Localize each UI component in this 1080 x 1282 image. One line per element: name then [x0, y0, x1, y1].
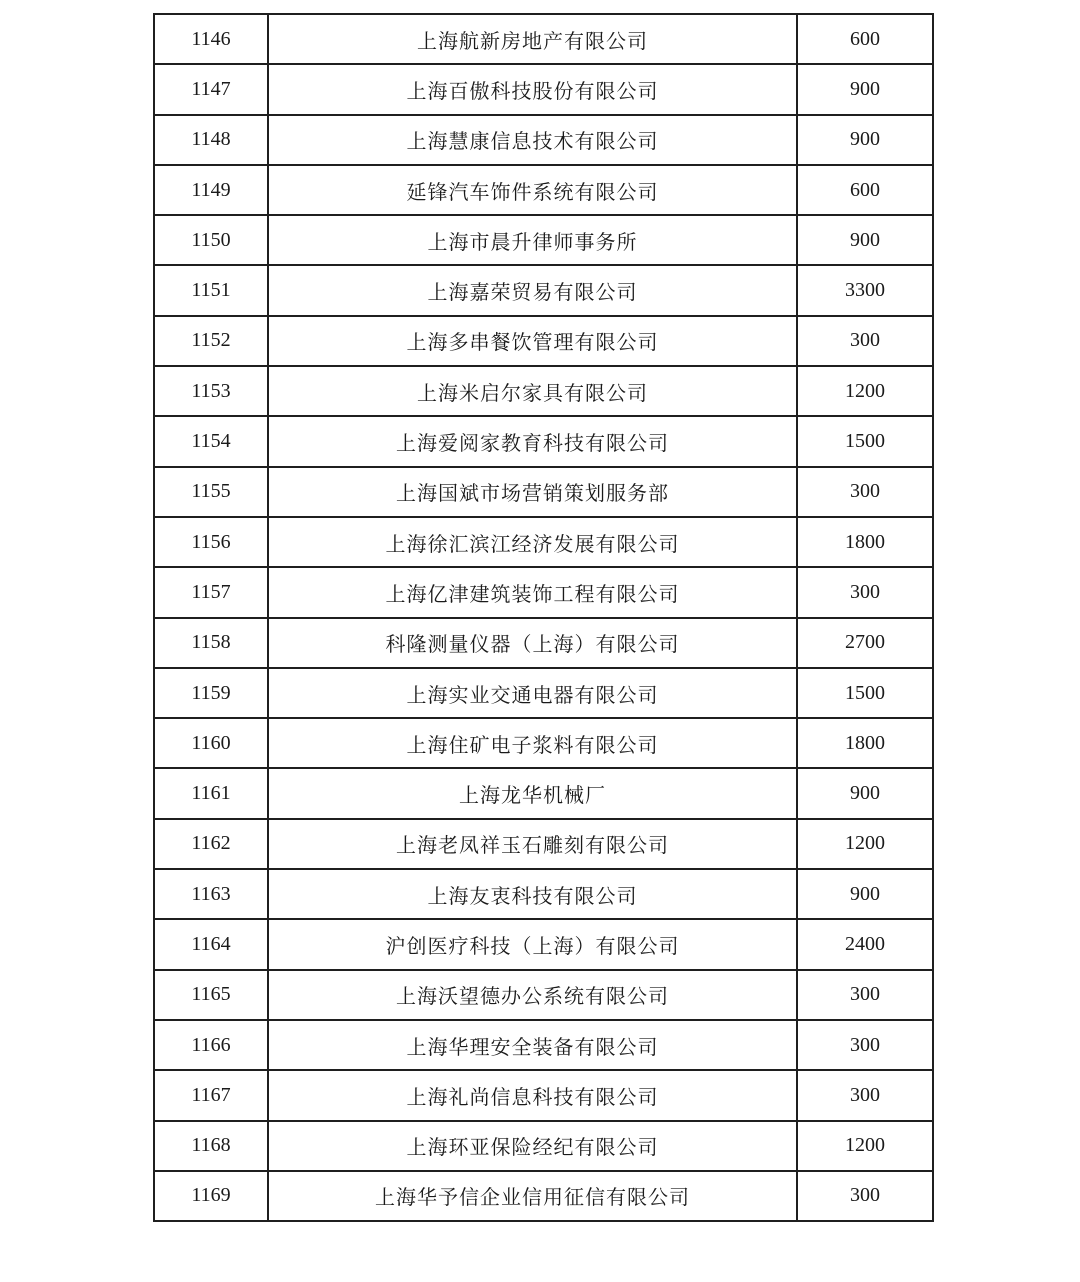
company-name-cell: 上海慧康信息技术有限公司: [268, 115, 797, 165]
row-number-cell: 1150: [154, 215, 268, 265]
row-number-cell: 1148: [154, 115, 268, 165]
row-number-cell: 1153: [154, 366, 268, 416]
table-row: [154, 819, 933, 869]
company-name-cell: 上海亿津建筑装饰工程有限公司: [268, 567, 797, 617]
row-number-cell: 1160: [154, 718, 268, 768]
company-name-cell: 上海徐汇滨江经济发展有限公司: [268, 517, 797, 567]
company-name-cell: 上海实业交通电器有限公司: [268, 668, 797, 718]
company-table: [153, 13, 934, 1222]
amount-cell: 1500: [797, 416, 933, 466]
amount-cell: 300: [797, 970, 933, 1020]
row-number-cell: 1156: [154, 517, 268, 567]
row-number-cell: 1159: [154, 668, 268, 718]
table-row: [154, 668, 933, 718]
table-row: [154, 416, 933, 466]
amount-cell: 2700: [797, 618, 933, 668]
company-name-cell: 上海爱阅家教育科技有限公司: [268, 416, 797, 466]
row-number-cell: 1168: [154, 1121, 268, 1171]
company-name-cell: 上海百傲科技股份有限公司: [268, 64, 797, 114]
table-row: [154, 366, 933, 416]
table-row: [154, 316, 933, 366]
row-number-cell: 1167: [154, 1070, 268, 1120]
company-name-cell: 上海华理安全装备有限公司: [268, 1020, 797, 1070]
table-row: [154, 718, 933, 768]
table-row: [154, 64, 933, 114]
amount-cell: 1200: [797, 366, 933, 416]
amount-cell: 900: [797, 869, 933, 919]
table-row: [154, 1020, 933, 1070]
row-number-cell: 1151: [154, 265, 268, 315]
company-name-cell: 上海礼尚信息科技有限公司: [268, 1070, 797, 1120]
company-name-cell: 上海航新房地产有限公司: [268, 14, 797, 64]
company-name-cell: 上海住矿电子浆料有限公司: [268, 718, 797, 768]
amount-cell: 1800: [797, 517, 933, 567]
amount-cell: 300: [797, 1171, 933, 1221]
row-number-cell: 1161: [154, 768, 268, 818]
table-row: [154, 517, 933, 567]
row-number-cell: 1147: [154, 64, 268, 114]
table-row: [154, 1121, 933, 1171]
row-number-cell: 1162: [154, 819, 268, 869]
amount-cell: 1500: [797, 668, 933, 718]
row-number-cell: 1146: [154, 14, 268, 64]
table-row: [154, 768, 933, 818]
amount-cell: 900: [797, 768, 933, 818]
company-name-cell: 上海老凤祥玉石雕刻有限公司: [268, 819, 797, 869]
company-name-cell: 上海沃望德办公系统有限公司: [268, 970, 797, 1020]
row-number-cell: 1152: [154, 316, 268, 366]
company-table-container: [153, 13, 928, 1222]
amount-cell: 300: [797, 567, 933, 617]
table-body: [154, 14, 933, 1221]
company-name-cell: 沪创医疗科技（上海）有限公司: [268, 919, 797, 969]
table-row: [154, 1171, 933, 1221]
amount-cell: 1800: [797, 718, 933, 768]
row-number-cell: 1154: [154, 416, 268, 466]
company-name-cell: 上海米启尔家具有限公司: [268, 366, 797, 416]
amount-cell: 1200: [797, 819, 933, 869]
amount-cell: 300: [797, 1020, 933, 1070]
amount-cell: 1200: [797, 1121, 933, 1171]
row-number-cell: 1155: [154, 467, 268, 517]
row-number-cell: 1165: [154, 970, 268, 1020]
amount-cell: 900: [797, 64, 933, 114]
row-number-cell: 1158: [154, 618, 268, 668]
table-row: [154, 265, 933, 315]
row-number-cell: 1149: [154, 165, 268, 215]
company-name-cell: 上海国斌市场营销策划服务部: [268, 467, 797, 517]
amount-cell: 600: [797, 14, 933, 64]
table-row: [154, 215, 933, 265]
row-number-cell: 1157: [154, 567, 268, 617]
company-name-cell: 上海多串餐饮管理有限公司: [268, 316, 797, 366]
table-row: [154, 1070, 933, 1120]
amount-cell: 3300: [797, 265, 933, 315]
company-name-cell: 上海嘉荣贸易有限公司: [268, 265, 797, 315]
table-row: [154, 115, 933, 165]
table-row: [154, 165, 933, 215]
table-row: [154, 970, 933, 1020]
row-number-cell: 1163: [154, 869, 268, 919]
company-name-cell: 延锋汽车饰件系统有限公司: [268, 165, 797, 215]
table-row: [154, 567, 933, 617]
company-name-cell: 上海华予信企业信用征信有限公司: [268, 1171, 797, 1221]
amount-cell: 300: [797, 316, 933, 366]
amount-cell: 900: [797, 215, 933, 265]
table-row: [154, 14, 933, 64]
table-row: [154, 618, 933, 668]
table-row: [154, 467, 933, 517]
table-row: [154, 919, 933, 969]
row-number-cell: 1164: [154, 919, 268, 969]
company-name-cell: 科隆测量仪器（上海）有限公司: [268, 618, 797, 668]
company-name-cell: 上海市晨升律师事务所: [268, 215, 797, 265]
amount-cell: 2400: [797, 919, 933, 969]
company-name-cell: 上海友衷科技有限公司: [268, 869, 797, 919]
amount-cell: 600: [797, 165, 933, 215]
amount-cell: 900: [797, 115, 933, 165]
table-row: [154, 869, 933, 919]
amount-cell: 300: [797, 467, 933, 517]
company-name-cell: 上海环亚保险经纪有限公司: [268, 1121, 797, 1171]
amount-cell: 300: [797, 1070, 933, 1120]
company-name-cell: 上海龙华机械厂: [268, 768, 797, 818]
row-number-cell: 1166: [154, 1020, 268, 1070]
row-number-cell: 1169: [154, 1171, 268, 1221]
